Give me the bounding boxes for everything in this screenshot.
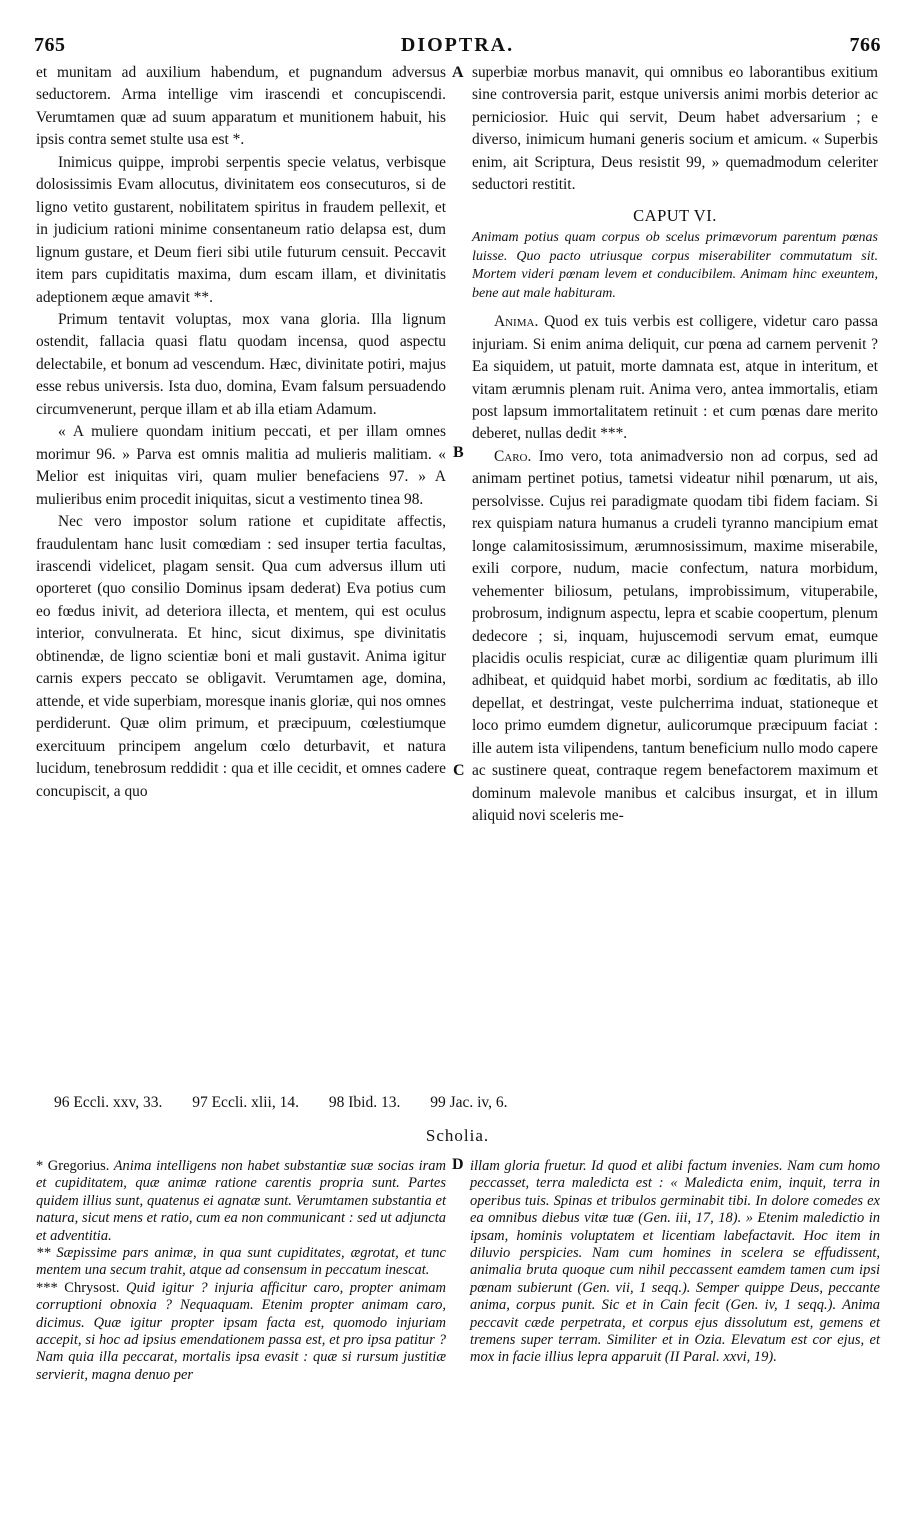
chapter-summary: Animam potius quam corpus ob scelus primævorum parentum pœnas luisse. Quo pacto utriusque corpus miserabiliter commutatum sit. Mortem videri pœnam levem et conducibilem. Animam hinc exeuntem, bene aut male habituram. [472, 230, 878, 301]
paragraph [472, 311, 878, 446]
footnote: 98 Ibid. 13. [328, 1094, 401, 1111]
footnotes [54, 1094, 894, 1112]
paragraph-text: Imo vero, tota animadversio non ad corpus, sed ad animam pertinet potius, tametsi videatur nihil pœnarum, ut ais, persolvisse. Cujus rei paradigmate quodam tibi fidem faciam. Si rex quispiam natura humanus a crudeli tyranno mancipium emat longe calamitosissimum, ærumnosissimum, maxime miserabile, exili corpore, nudum, macie confectum, natura morbidum, vehementer biliosum, petulans, improbissimum, vituperabile, probrosum, indignum aspectu, lepra et scabie coopertum, plenum dedecore ; si, inquam, hujuscemodi servum emat, eumque placidis oculis respiciat, curæ ac diligentiæ quam plurimum illi adhibeat, et quidquid habet morbi, sordium ac fœditatis, ab illo depellat, et destringat, veste pulcherrima induat, stationeque et loco primo eumdem dignetur, aulicorumque præcipuum faciat : ille autem ista vilipendens, tantum beneficium nullo modo capere ac sustinere queat, contraque regem benefactorem maximum et dominum malevole manibus et calcibus insurgat, et in illum aliquid novi sceleris me- [472, 447, 878, 825]
speaker-label: Anima. [494, 313, 539, 331]
scholion [36, 1158, 446, 1245]
section-marker-c: C [453, 762, 465, 779]
paragraph: Nec vero impostor solum ratione et cupiditate affectis, fraudulentam hanc lusit comœdiam : sed insuper tertia facultas, irascendi videlicet, plagam sensit. Qua cum adversus illum uti oporteret (quo consilio Dominus ipsam dederat) Eva potius cum eo fœdus inivit, ad deteriora illecta, et mentem, qui est oculus interior, convulnerata. Et hinc, sicut diximus, spe divinitatis obtinendæ, de ligno scientiæ boni et mali gustavit. Anima igitur carnis expers peccato se obligavit. Verumtamen age, domina, attende, et vide superbiam, moresque inanis gloriæ, qui nos omnes perdiderunt. Quæ olim primum, et præcipuum, cœlestiumque exercituum principem angelum cœlo deturbavit, et natura lucidum, tenebrosum reddidit : qua et ille cecidit, et omnes cadere concupiscit, a quo [36, 513, 446, 800]
section-marker-a: A [452, 64, 464, 81]
scholion-label: *** Chrysost. [36, 1279, 120, 1296]
section-marker-d: D [452, 1156, 464, 1173]
scholia-heading: Scholia. [425, 1126, 490, 1145]
paragraph: superbiæ morbus manavit, qui omnibus eo laborantibus exitium sine controversia parit, estque universis animi morbis deterior ac perniciosior. Huic qui servit, Deum habet adversarium ; e diverso, inimicum humani generis socium et amicum. « Superbis enim, ait Scriptura, Deus resistit 99, » quemadmodum celeriter seductori restitit. [472, 64, 878, 194]
running-title: DIOPTRA. [400, 34, 515, 56]
page-number-right: 766 [849, 34, 881, 56]
section-marker-b: B [453, 444, 464, 461]
paragraph: et munitam ad auxilium habendum, et pugnandum adversus seductorem. Arma intellige vim irascendi et concupiscendi. Verumtamen quæ ad suum apparatum et munitionem habuit, his ipsis contra semet stulte usa est *. [36, 64, 446, 149]
scholion-label: * Gregorius. [36, 1158, 110, 1174]
paragraph: Inimicus quippe, improbi serpentis specie velatus, verbisque dolosissimis Evam allocutus, divinitatem eos consecuturos, si de ligno vetito gustarent, nobilitatem spiritus in fraudem pellexit, et in judicium rationi minime consentaneum ratio delapsa est, dum lignum gustare, et Deum fieri sibi utile futurum censuit. Peccavit item pars cupiditatis maxima, dum escam illam, et divinitatis adeptionem æque amavit **. [36, 153, 446, 306]
paragraph-text: Quod ex tuis verbis est colligere, videtur caro passa injuriam. Si enim anima deliquit, cur pœna ad carnem pervenit ? Ea siquidem, ut patuit, morte damnata est, atque in interitum, et vitam ærumnis plenam ruit. Anima vero, antea immortalis, etiam post lapsum immortalitatem retinuit : et cum pœnas dare merito deberet, nullas dedit ***. [472, 313, 878, 443]
paragraph: « A muliere quondam initium peccati, et per illam omnes morimur 96. » Parva est omnis malitia ad mulieris malitiam. « Melior est iniquitas viri, quam mulier benefaciens 97. » A mulieribus enim procedit iniquitas, sicut a vestimento tinea 98. [36, 423, 446, 508]
scholion: ** Sæpissime pars animæ, in qua sunt cupiditates, ægrotat, et tunc mentem una secum trahit, atque ad consensum in peccatum inescat. [36, 1245, 446, 1279]
footnote: 96 Eccli. xxv, 33. [54, 1094, 163, 1111]
scholia-left-column [36, 1158, 446, 1384]
scholion: illam gloria fruetur. Id quod et alibi factum invenies. Nam cum homo peccasset, terra maledicta est : « Maledicta enim, inquit, terra in operibus tuis. Spinas et tribulos germinabit tibi. In dolore comedes ex ea omnibus diebus vitæ tuæ (Gen. iii, 17, 18). » Etenim maledictio in ipsam, hominis voluptatem et licentiam labefactavit. Hoc item in diluvio perspicies. Nam cum homines in scelera se effudissent, animalia bruta quoque cum nihil peccassent eamdem tamen cum ipsi pœnam subierunt (Gen. vii, 1 seqq.). Semper quippe Deus, peccante anima, corpus punit. Sic et in Cain fecit (Gen. iv, 1 seqq.). Anima peccavit cæde perpetrata, et corpus ejus dissolutum est, gemens et tremens super terram. Similiter et in Ozia. Elevatum est cor ejus, et mox in facie illius lepra apparuit (II Paral. xxvi, 19). [470, 1158, 880, 1366]
scholion-text: Anima intelligens non habet substantiæ suæ socias iram et cupiditatem, quæ animæ ratione carentis propria sunt. Partes quidem illius sunt, quatenus ei agnatæ sunt. Verumtamen substantia et natura, sicut mens et ratio, cum ea non communicant : sed ut adjuncta et adventitia. [36, 1158, 446, 1244]
scholion [36, 1280, 446, 1384]
footnote: 97 Eccli. xlii, 14. [192, 1094, 299, 1111]
scholion-text: Quid igitur ? injuria afficitur caro, propter animam corruptioni obnoxia ? Nequaquam. Etenim propter animam caro, dicimus. Quæ igitur propter ipsam facta est, quomodo injuriam accepit, si hoc ad ipsius emendationem passa est, et pro ipsa patitur ? Nam quia illa peccarat, mortalis ipsa evasit : quæ si rursum justitiæ servierit, magna denuo per [36, 1279, 446, 1383]
speaker-label: Caro. [494, 447, 532, 465]
left-text-column [36, 62, 446, 803]
paragraph [472, 446, 878, 828]
footnote: 99 Jac. iv, 6. [430, 1094, 508, 1111]
chapter-heading: CAPUT VI. [633, 205, 717, 225]
scholia-right-column [470, 1158, 880, 1367]
paragraph: Primum tentavit voluptas, mox vana gloria. Illa lignum ostendit, fallacia quasi flatu quodam incensa, quod aspectu delectabile, et bonum ad vescendum. Hæc, divinitate potiri, majus esse rebus universis. Ista duo, domina, Evam falsum persuadendo circumvenerunt, perque illam et ab illa etiam Adamum. [36, 310, 446, 418]
page-number-left: 765 [34, 34, 66, 56]
right-text-column [472, 62, 878, 828]
